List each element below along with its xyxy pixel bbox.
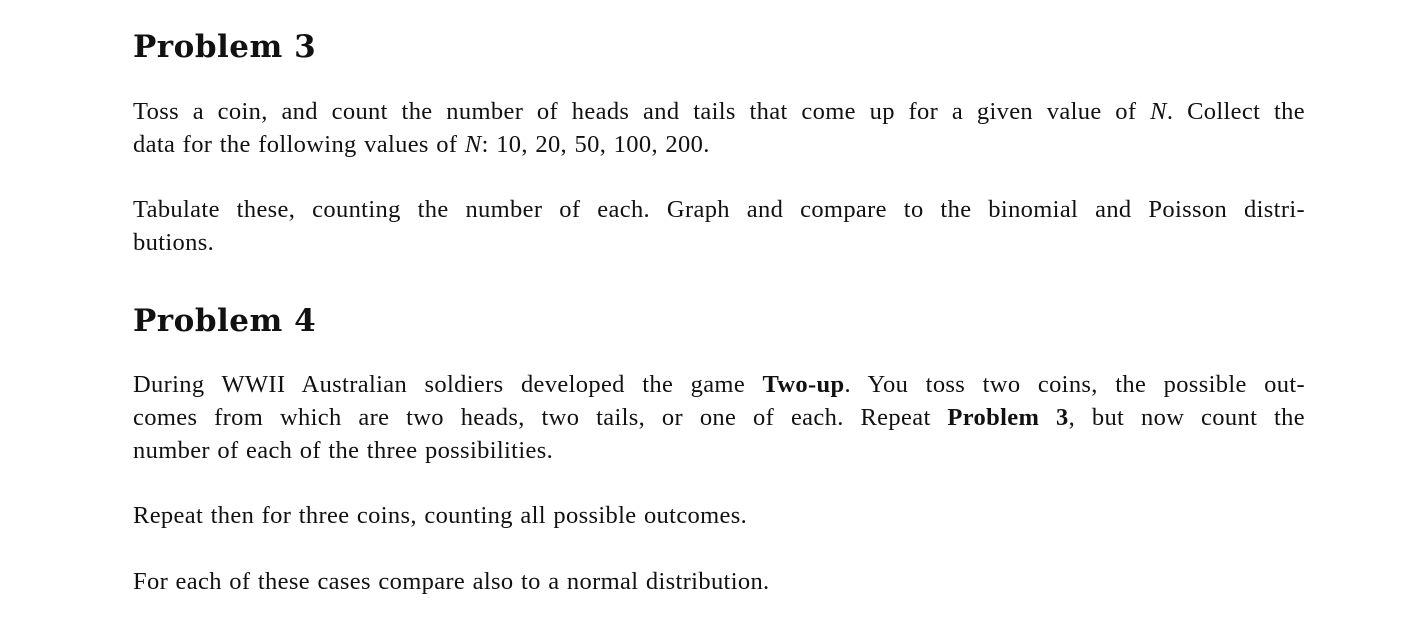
p4-line-3: number of each of the three possibilities. <box>133 437 554 464</box>
problem-4-paragraph-2: Repeat then for three coins, counting all possible outcomes. <box>133 502 748 529</box>
document-page <box>133 0 1305 639</box>
text-span: . Collect the <box>1166 98 1305 125</box>
text-span: . You toss two coins, the possible out- <box>844 371 1306 398</box>
p3b-line-1: Tabulate these, counting the number of each. Graph and compare to the binomial and Poisson distri- <box>133 196 1305 223</box>
p4-line-1 <box>133 368 1305 401</box>
p3b-line-2: butions. <box>133 229 215 256</box>
problem-3-heading: Problem 3 <box>133 29 317 65</box>
game-name: Two-up <box>762 371 845 398</box>
text-span: During WWII Australian soldiers developed the game <box>133 371 763 398</box>
problem-reference: Problem 3 <box>947 404 1069 431</box>
text-span: Toss a coin, and count the number of heads and tails that come up for a given value of <box>133 98 1151 125</box>
text-span: , but now count the <box>1068 404 1305 431</box>
problem-4-heading: Problem 4 <box>133 303 317 339</box>
text-span: data for the following values of <box>133 131 465 158</box>
math-variable: N <box>464 131 482 158</box>
problem-4-paragraph-1 <box>133 368 1305 467</box>
p3-line-2 <box>133 128 1305 161</box>
p4-line-2 <box>133 401 1305 434</box>
problem-4-paragraph-3: For each of these cases compare also to a normal distribution. <box>133 568 770 595</box>
text-span: : 10, 20, 50, 100, 200. <box>481 131 710 158</box>
text-span: comes from which are two heads, two tails, or one of each. Repeat <box>133 404 948 431</box>
problem-3-paragraph-2 <box>133 193 1305 259</box>
p3-line-1 <box>133 95 1305 128</box>
problem-3-paragraph-1 <box>133 95 1305 161</box>
math-variable: N <box>1150 98 1167 125</box>
